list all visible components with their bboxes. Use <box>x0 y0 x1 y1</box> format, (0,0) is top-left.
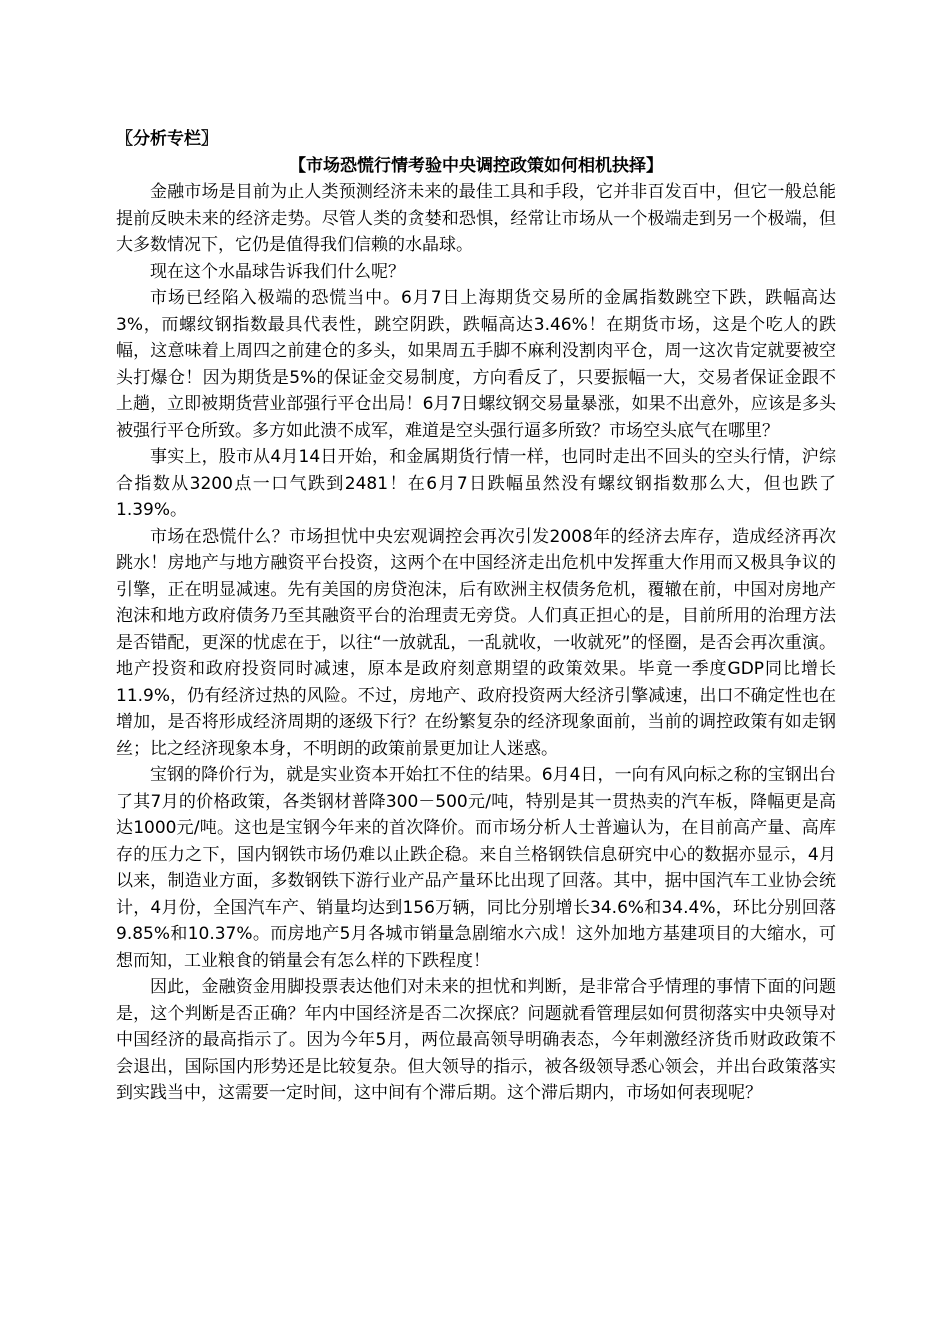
paragraph-2: 现在这个水晶球告诉我们什么呢？ <box>150 261 405 282</box>
paragraph-3: 市场已经陷入极端的恐慌当中。6月7日上海期货交易所的金属指数跳空下跌，跌幅高达3%，而螺纹钢指数最具代表性，跳空阴跌，跌幅高达3.46%！在期货市场，这是个吃人的跌幅，这意味着上周四之前建仓的多头，如果周五手脚不麻利没割肉平仓，周一这次肯定就要被空头打爆仓！因为期货是5%的保证金交易制度，方向看反了，只要振幅一大，交易者保证金跟不上趟，立即被期货营业部强行平仓出局！6月7日螺纹钢交易量暴涨，如果不出意外，应该是多头被强行平仓所致。多方如此溃不成军，难道是空头强行逼多所致？市场空头底气在哪里？ <box>116 288 836 441</box>
article <box>116 126 836 1107</box>
paragraph-6: 宝钢的降价行为，就是实业资本开始扛不住的结果。6月4日，一向有风向标之称的宝钢出台了其7月的价格政策，各类钢材普降300－500元/吨，特别是其一贯热卖的汽车板，降幅更是高达1000元/吨。这也是宝钢今年来的首次降价。而市场分析人士普遍认为，在目前高产量、高库存的压力之下，国内钢铁市场仍难以止跌企稳。来自兰格钢铁信息研究中心的数据亦显示，4月以来，制造业方面，多数钢铁下游行业产品产量环比出现了回落。其中，据中国汽车工业协会统计，4月份，全国汽车产、销量均达到156万辆，同比分别增长34.6%和34.4%，环比分别回落9.85%和10.37%。而房地产5月各城市销量急剧缩水六成！这外加地方基建项目的大缩水，可想而知，工业粮食的销量会有怎么样的下跌程度！ <box>116 765 836 971</box>
article-title: 【市场恐慌行情考验中央调控政策如何相机抉择】 <box>289 155 663 176</box>
paragraph-5: 市场在恐慌什么？市场担忧中央宏观调控会再次引发2008年的经济去库存，造成经济再次跳水！房地产与地方融资平台投资，这两个在中国经济走出危机中发挥重大作用而又极具争议的引擎，正在明显减速。先有美国的房贷泡沫，后有欧洲主权债务危机，覆辙在前，中国对房地产泡沫和地方政府债务乃至其融资平台的治理责无旁贷。人们真正担心的是，目前所用的治理方法是否错配，更深的忧虑在于，以往“一放就乱，一乱就收，一收就死”的怪圈，是否会再次重演。地产投资和政府投资同时减速，原本是政府刻意期望的政策效果。毕竟一季度GDP同比增长11.9%，仍有经济过热的风险。不过，房地产、政府投资两大经济引擎减速，出口不确定性也在增加，是否将形成经济周期的逐级下行？在纷繁复杂的经济现象面前，当前的调控政策有如走钢丝；比之经济现象本身，不明朗的政策前景更加让人迷惑。 <box>116 526 836 759</box>
column-label: 〖分析专栏〗 <box>116 129 218 149</box>
paragraph-7: 因此，金融资金用脚投票表达他们对未来的担忧和判断，是非常合乎情理的事情下面的问题是，这个判断是否正确？年内中国经济是否二次探底？问题就看管理层如何贯彻落实中央领导对中国经济的最高指示了。因为今年5月，两位最高领导明确表态，今年刺激经济货币财政政策不会退出，国际国内形势还是比较复杂。但大领导的指示，被各级领导悉心领会，并出台政策落实到实践当中，这需要一定时间，这中间有个滞后期。这个滞后期内，市场如何表现呢？ <box>116 977 836 1103</box>
paragraph-1: 金融市场是目前为止人类预测经济未来的最佳工具和手段，它并非百发百中，但它一般总能提前反映未来的经济走势。尽管人类的贪婪和恐惧，经常让市场从一个极端走到另一个极端，但大多数情况下，它仍是值得我们信赖的水晶球。 <box>116 182 836 255</box>
paragraph-4: 事实上，股市从4月14日开始，和金属期货行情一样，也同时走出不回头的空头行情，沪综合指数从3200点一口气跌到2481！在6月7日跌幅虽然没有螺纹钢指数那么大，但也跌了1.39%。 <box>116 447 836 520</box>
